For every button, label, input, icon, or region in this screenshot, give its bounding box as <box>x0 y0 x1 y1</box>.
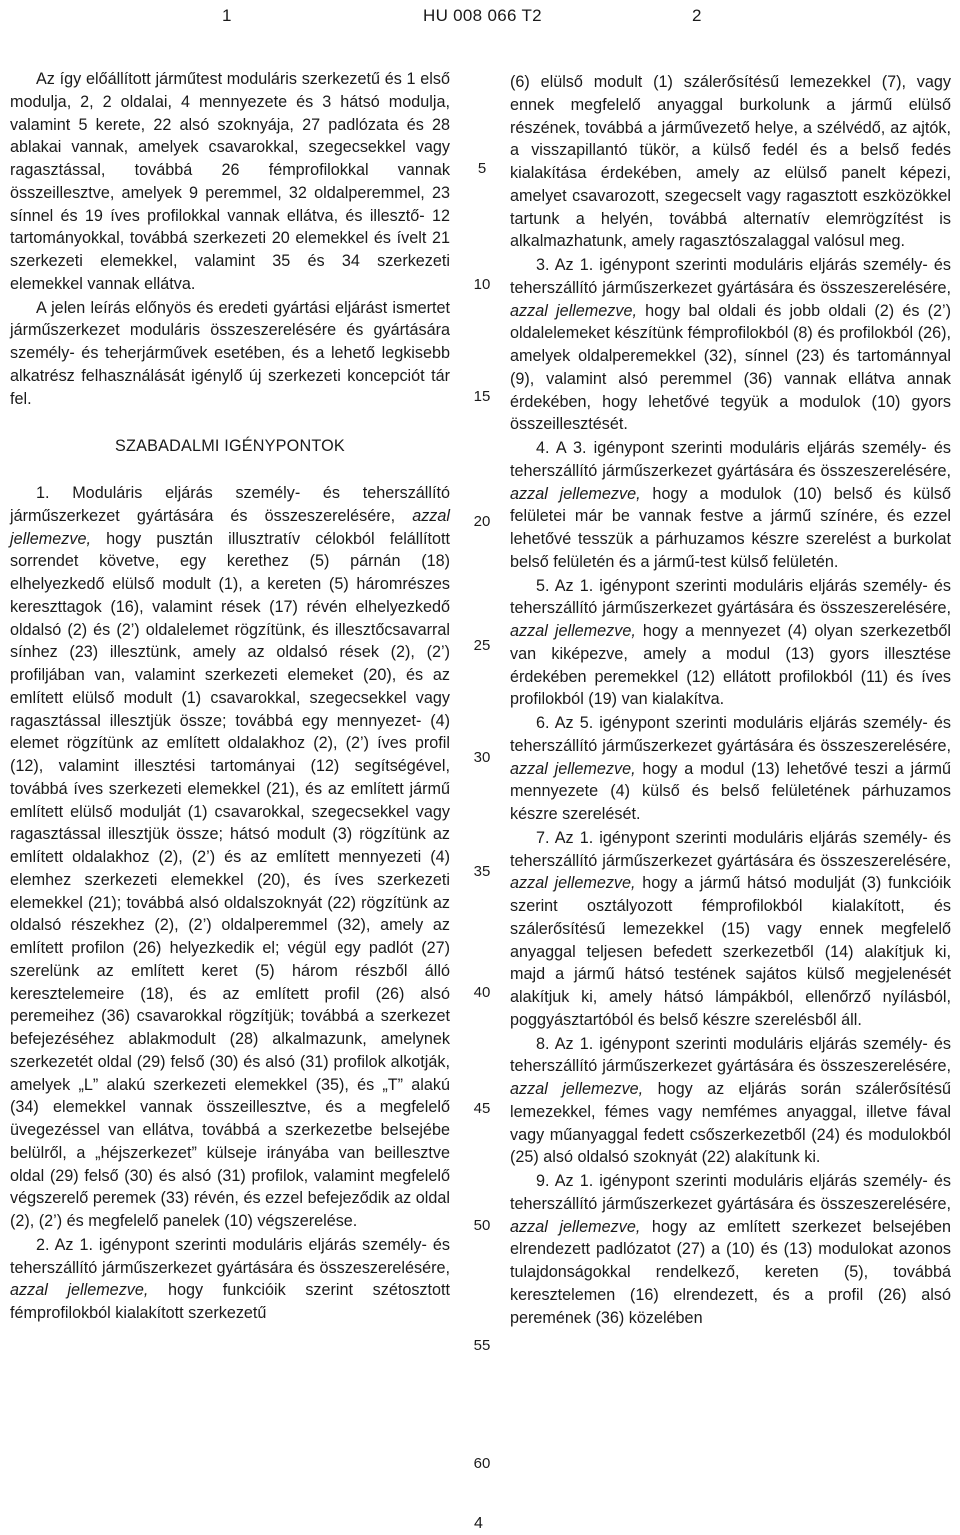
claim-2 <box>10 1234 450 1325</box>
claim-2-continuation: (6) elülső modult (1) szálerősítésű lemezekkel (7), vagy ennek megfelelő anyaggal burkolunk a jármű elülső részének, továbbá a járművezető helye, a szélvédő, az ajtók, a visszapillantó tükör, a külső fedél és a belső fedés kialakítása érdekében, amely az elülső panelt képezi, amelyet csavarozott, szegecselt vagy ragasztott eszközökkel tartunk a helyén, továbbá alternatív elemrögzítést is alkalmazhatunk, amely ragasztószalaggal valósul meg. <box>510 73 951 251</box>
claim-3-emphasis: azzal jellemezve, <box>510 301 637 320</box>
claim-2-body: hogy funkcióik szerint szétosztott fémprofilokból kialakított szerkezetű <box>10 1281 450 1322</box>
claim-3 <box>510 254 951 436</box>
claim-1-emphasis: azzal jellemezve, <box>10 506 450 548</box>
line-number: 25 <box>473 637 491 654</box>
claim-1-body: hogy pusztán illusztratív célokból felállított sorrendet követve, egy kerethez (5) párnán (18) elhelyezkedő elülső modult (1), a kereten (5) háromrészes kereszttagok (16), valamint rések (17) révén elhelyezkedő oldalsó (2) és (2’) oldalelemet rögzítünk, és illesztőcsavarral sínhez (23) illesztünk, amely az oldalsó rések (2), (2’) profiljában van, valamint szerkezeti elemeket (20), és az említett elülső modult (1) csavarokkal, szegecsekkel vagy ragasztással illesztjük össze; továbbá egy mennyezet- (4) elemet rögzítünk az említett oldalakhoz (2), (2’) íves profil (12), valamint illesztési tartományai (12) segítségével, továbbá íves szerkezeti elemekkel (21), és az említett jármű említett elülső modulját (1) csavarokkal, szegecsekkel vagy ragasztással illesztjük össze; hátsó modult (3) rögzítünk az említett oldalakhoz (2), (2’) és az említett mennyezeti (4) elemhez szerkezeti elemekkel (20), és íves szerkezeti elemekkel (21); továbbá alsó oldalszoknyát (22) rögzítünk az oldalsó részekhez (2), (2’) oldalperemmel (32), amely az említett profilon (26) helyezkedik el; végül egy padlót (27) szerelünk az említett keret (5) három részből álló keresztelemeire (18), és az említett profil (26) alsó peremeihez (36) csavarokkal rögzítjük; továbbá a szerkezet befejezéséhez ablakmodult (28) alkalmazunk, amelynek szerkezetét oldal (29) felső (30) és alsó (31) profilok alkotják, amelyek „L” alakú szerkezeti elemekkel (35), és „T” alakú (34) elemekkel vannak összeillesztve, és a megfelelő üvegezéssel van ellátva, továbbá a szerkezetbe belsejébe belülről, a „héjszerkezet” külseje irányába van beillesztve oldal (29) felső (30) és alsó (31) profilok, valamint megfelelő végszerelő peremek (33) révén, és ezzel befejeződik az oldal (2), (2’) és megfelelő panelek (10) végszerelése. <box>10 529 450 1230</box>
claim-4-body: hogy a modulok (10) belső és külső felületei már be vannak festve a jármű színére, és ezzel lehetővé tesszük a párhuzamos készre szerelést a burkolat belső felületén és a jármű-test külső felületén. <box>510 484 951 571</box>
claim-8-body: hogy az eljárás során szálerősítésű lemezekkel, fémes vagy nemfémes anyaggal, illetve fával vagy műanyaggal fedett csőszerkezetből (24) és modulokból (25) alsó oldalsó szoknyát (22) alakítunk ki. <box>510 1080 952 1167</box>
left-column <box>10 68 450 1325</box>
claim-8 <box>510 1033 951 1170</box>
claim-1-text: 1. Moduláris eljárás személy- és teherszállító járműszerkezet gyártására és összeszerelésére, <box>10 484 450 525</box>
claim-4 <box>510 437 951 574</box>
line-number: 10 <box>473 276 491 293</box>
claim-4-text: 4. A 3. igénypont szerinti moduláris eljárás személy- és teherszállító járműszerkezet gyártására és összeszerelésére, <box>510 439 951 480</box>
header-page-left: 1 <box>222 6 232 25</box>
claim-9-text: 9. Az 1. igénypont szerinti moduláris eljárás személy- és teherszállító járműszerkezet gyártására és összeszerelésére, <box>510 1172 951 1213</box>
page-number: 4 <box>474 1515 483 1532</box>
claim-5-text: 5. Az 1. igénypont szerinti moduláris eljárás személy- és teherszállító járműszerkezet gyártására és összeszerelésére, <box>510 576 951 618</box>
claim-6-text: 6. Az 5. igénypont szerinti moduláris eljárás személy- és teherszállító járműszerkezet gyártására és összeszerelésére, <box>510 714 951 755</box>
claim-8-text: 8. Az 1. igénypont szerinti moduláris eljárás személy- és teherszállító járműszerkezet gyártására és összeszerelésére, <box>510 1034 951 1076</box>
claim-5 <box>510 575 951 712</box>
claim-7 <box>510 827 951 1032</box>
line-number: 45 <box>473 1100 491 1117</box>
claim-2-text: 2. Az 1. igénypont szerinti moduláris eljárás személy- és teherszállító járműszerkezet gyártására és összeszerelésére, <box>10 1235 450 1277</box>
claim-5-body: hogy a mennyezet (4) olyan szerkezetből van kiképezve, amely a modul (13) gyors illesztése érdekében peremekkel (12) ellátott profilokból (11) és íves profilokból (19) van kialakítva. <box>510 622 951 709</box>
claim-1 <box>10 482 450 1233</box>
line-number: 30 <box>473 749 491 766</box>
line-number: 35 <box>473 863 491 880</box>
claim-9-emphasis: azzal jellemezve, <box>510 1217 641 1236</box>
header-page-right: 2 <box>692 6 702 25</box>
description-paragraph: A jelen leírás előnyös és eredeti gyártási eljárást ismertet járműszerkezet moduláris összeszerelésére és gyártására személy- és teherjárművek esetében, és a lehető legkisebb alkatrész felhasználását igénylő új szerkezeti koncepciót tár fel. <box>10 298 450 408</box>
claim-7-text: 7. Az 1. igénypont szerinti moduláris eljárás személy- és teherszállító járműszerkezet gyártására és összeszerelésére, <box>510 828 951 870</box>
line-number: 55 <box>473 1337 491 1354</box>
claim-2-emphasis: azzal jellemezve, <box>10 1281 149 1300</box>
claim-7-emphasis: azzal jellemezve, <box>510 874 636 893</box>
claim-4-emphasis: azzal jellemezve, <box>510 484 641 503</box>
claim-3-body: hogy bal oldali és jobb oldali (2) és (2’) oldalelemeket készítünk fémprofilokból (8) és profilokból (26), amelyek oldalperemekkel (32), sínnel (23) és tartománnyal (9), valamint alsó peremmel (36) vannak ellátva annak érdekében, hogy lehetővé tegyük a modulok (10) gyors összeillesztését. <box>510 301 951 434</box>
claim-9-body: hogy az említett szerkezet belsejében elrendezett padlózatot (27) a (10) és (13) modulokat azonos tulajdonságokkal rendelkező, kereten (5), továbbá keresztelemen (16) elrendezett, és a profil (26) alsó peremének (36) közelében <box>510 1217 951 1327</box>
line-number: 15 <box>473 388 491 405</box>
claim-6 <box>510 712 951 826</box>
claim-3-text: 3. Az 1. igénypont szerinti moduláris eljárás személy- és teherszállító járműszerkezet gyártására és összeszerelésére, <box>510 256 951 297</box>
line-number: 5 <box>477 160 487 177</box>
claim-6-emphasis: azzal jellemezve, <box>510 759 636 778</box>
line-number: 50 <box>473 1217 491 1234</box>
line-number: 60 <box>473 1455 491 1472</box>
claim-5-emphasis: azzal jellemezve, <box>510 622 636 640</box>
claim-7-body: hogy a jármű hátsó modulját (3) funkcióik szerint osztályozott fémprofilokból kialakított, és szálerősítésű lemezekkel (15) vagy ennek megfelelő anyaggal teljesen befedett szerkezetből (14) alakítjuk ki, majd a jármű hátsó testének sajátos külső megjelenését alakítjuk ki, amely hátsó lámpákból, ellenőrző nyílásból, poggyásztartóból és belső készre szerelésből áll. <box>510 874 951 1029</box>
line-number: 20 <box>473 513 491 530</box>
claims-heading: SZABADALMI IGÉNYPONTOK <box>115 437 345 456</box>
claim-9 <box>510 1170 951 1329</box>
claim-8-emphasis: azzal jellemezve, <box>510 1080 644 1098</box>
line-number: 40 <box>473 984 491 1001</box>
right-column <box>510 71 951 1329</box>
header-document-id: HU 008 066 T2 <box>423 6 542 25</box>
claim-6-body: hogy a modul (13) lehetővé teszi a jármű mennyezete (4) külső és belső felületének párhuzamos készre szerelését. <box>510 759 951 823</box>
intro-paragraph: Az így előállított járműtest moduláris szerkezetű és 1 első modulja, 2, 2 oldalai, 4 mennyezete és 3 hátsó modulja, valamint 5 kerete, 22 alsó szoknyája, 27 padlózata és 28 ablakai vannak, amelyek csavarokkal, szegecsekkel vagy ragasztással, továbbá 26 fémprofilokkal vannak összeillesztve, amelyek 9 peremmel, 32 oldalperemmel, 23 sínnel és 19 íves profilokkal vannak ellátva, és illesztő- 12 tartományokkal, továbbá szerkezeti 20 elemekkel és ívelt 21 szerkezeti elemekkel, valamint 35 és 34 szerkezeti elemekkel vannak ellátva. <box>10 70 450 293</box>
